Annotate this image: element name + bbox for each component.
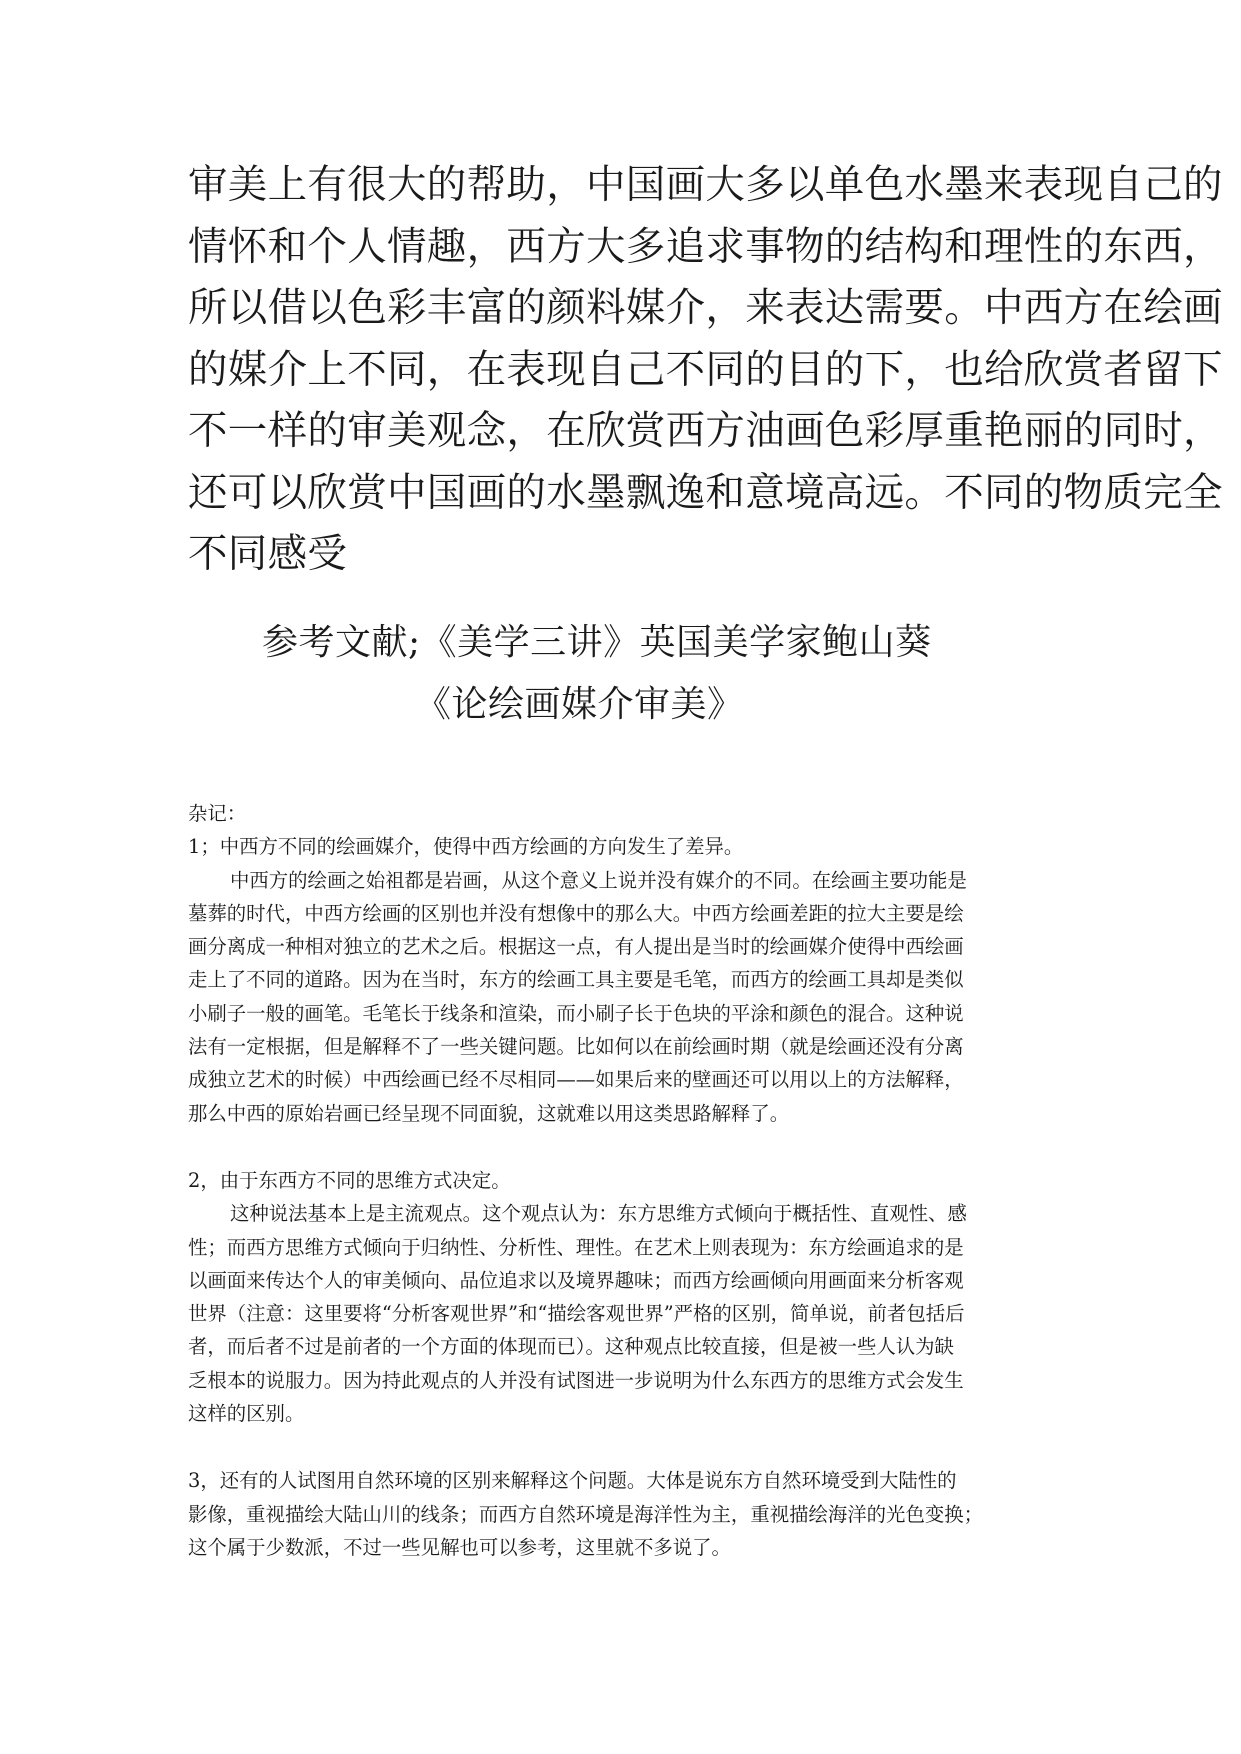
section-2-line: 性；而西方思维方式倾向于归纳性、分析性、理性。在艺术上则表现为：东方绘画追求的是 bbox=[188, 1235, 964, 1259]
section-2-line: 这种说法基本上是主流观点。这个观点认为：东方思维方式倾向于概括性、直观性、感 bbox=[230, 1202, 967, 1226]
reference-line-1: 参考文献;《美学三讲》英国美学家鲍山葵 bbox=[262, 622, 932, 663]
section-3-line: 影像，重视描绘大陆山川的线条；而西方自然环境是海洋性为主，重视描绘海洋的光色变换； bbox=[188, 1502, 984, 1526]
section-3-line: 这个属于少数派，不过一些见解也可以参考，这里就不多说了。 bbox=[188, 1535, 731, 1559]
section-2-line: 世界（注意：这里要将“分析客观世界”和“描绘客观世界”严格的区别，简单说，前者包括后 bbox=[188, 1302, 965, 1326]
main-text-line: 情怀和个人情趣，西方大多追求事物的结构和理性的东西， bbox=[188, 223, 1223, 270]
section-2-line: 乏根本的说服力。因为持此观点的人并没有试图进一步说明为什么东西方的思维方式会发生 bbox=[188, 1368, 964, 1392]
section-2-line: 这样的区别。 bbox=[188, 1402, 305, 1426]
section-1-line: 中西方的绘画之始祖都是岩画，从这个意义上说并没有媒介的不同。在绘画主要功能是 bbox=[230, 868, 967, 892]
main-text-line: 所以借以色彩丰富的颜料媒介，来表达需要。中西方在绘画 bbox=[188, 285, 1223, 331]
section-1-line: 画分离成一种相对独立的艺术之后。根据这一点，有人提出是当时的绘画媒介使得中西绘画 bbox=[188, 935, 964, 959]
section-3-line: 3，还有的人试图用自然环境的区别来解释这个问题。大体是说东方自然环境受到大陆性的 bbox=[188, 1469, 957, 1493]
notes-heading: 杂记： bbox=[188, 802, 247, 825]
section-1-line: 小刷子一般的画笔。毛笔长于线条和渲染，而小刷子长于色块的平涂和颜色的混合。这种说 bbox=[188, 1001, 964, 1025]
main-text-line: 的媒介上不同，在表现自己不同的目的下，也给欣赏者留下 bbox=[188, 346, 1223, 393]
section-1-line: 法有一定根据，但是解释不了一些关键问题。比如何以在前绘画时期（就是绘画还没有分离 bbox=[188, 1035, 964, 1059]
section-2-title: 2，由于东西方不同的思维方式决定。 bbox=[188, 1168, 511, 1192]
main-text-line: 还可以欣赏中国画的水墨飘逸和意境高远。不同的物质完全 bbox=[188, 469, 1223, 516]
main-text-line: 不同感受 bbox=[188, 531, 348, 577]
main-paragraph bbox=[188, 155, 1223, 586]
section-1-line: 那么中西的原始岩画已经呈现不同面貌，这就难以用这类思路解释了。 bbox=[188, 1101, 790, 1125]
paragraph-gap bbox=[188, 1430, 1068, 1464]
reference-line-2: 《论绘画媒介审美》 bbox=[415, 684, 744, 725]
paragraph-gap bbox=[188, 1130, 1068, 1164]
section-2-line: 者，而后者不过是前者的一个方面的体现而已）。这种观点比较直接，但是被一些人认为缺 bbox=[188, 1335, 954, 1359]
section-1-line: 墓葬的时代，中西方绘画的区别也并没有想像中的那么大。中西方绘画差距的拉大主要是绘 bbox=[188, 901, 964, 925]
main-text-line: 不一样的审美观念，在欣赏西方油画色彩厚重艳丽的同时， bbox=[188, 408, 1223, 454]
section-1-title: 1；中西方不同的绘画媒介，使得中西方绘画的方向发生了差异。 bbox=[188, 835, 744, 859]
section-1-line: 走上了不同的道路。因为在当时，东方的绘画工具主要是毛笔，而西方的绘画工具却是类似 bbox=[188, 968, 964, 992]
section-1-line: 成独立艺术的时候）中西绘画已经不尽相同——如果后来的壁画还可以用以上的方法解释， bbox=[188, 1068, 964, 1092]
notes-section bbox=[188, 797, 1068, 1564]
main-text-line: 审美上有很大的帮助，中国画大多以单色水墨来表现自己的 bbox=[188, 162, 1223, 208]
section-2-line: 以画面来传达个人的审美倾向、品位追求以及境界趣味；而西方绘画倾向用画面来分析客观 bbox=[188, 1268, 964, 1292]
